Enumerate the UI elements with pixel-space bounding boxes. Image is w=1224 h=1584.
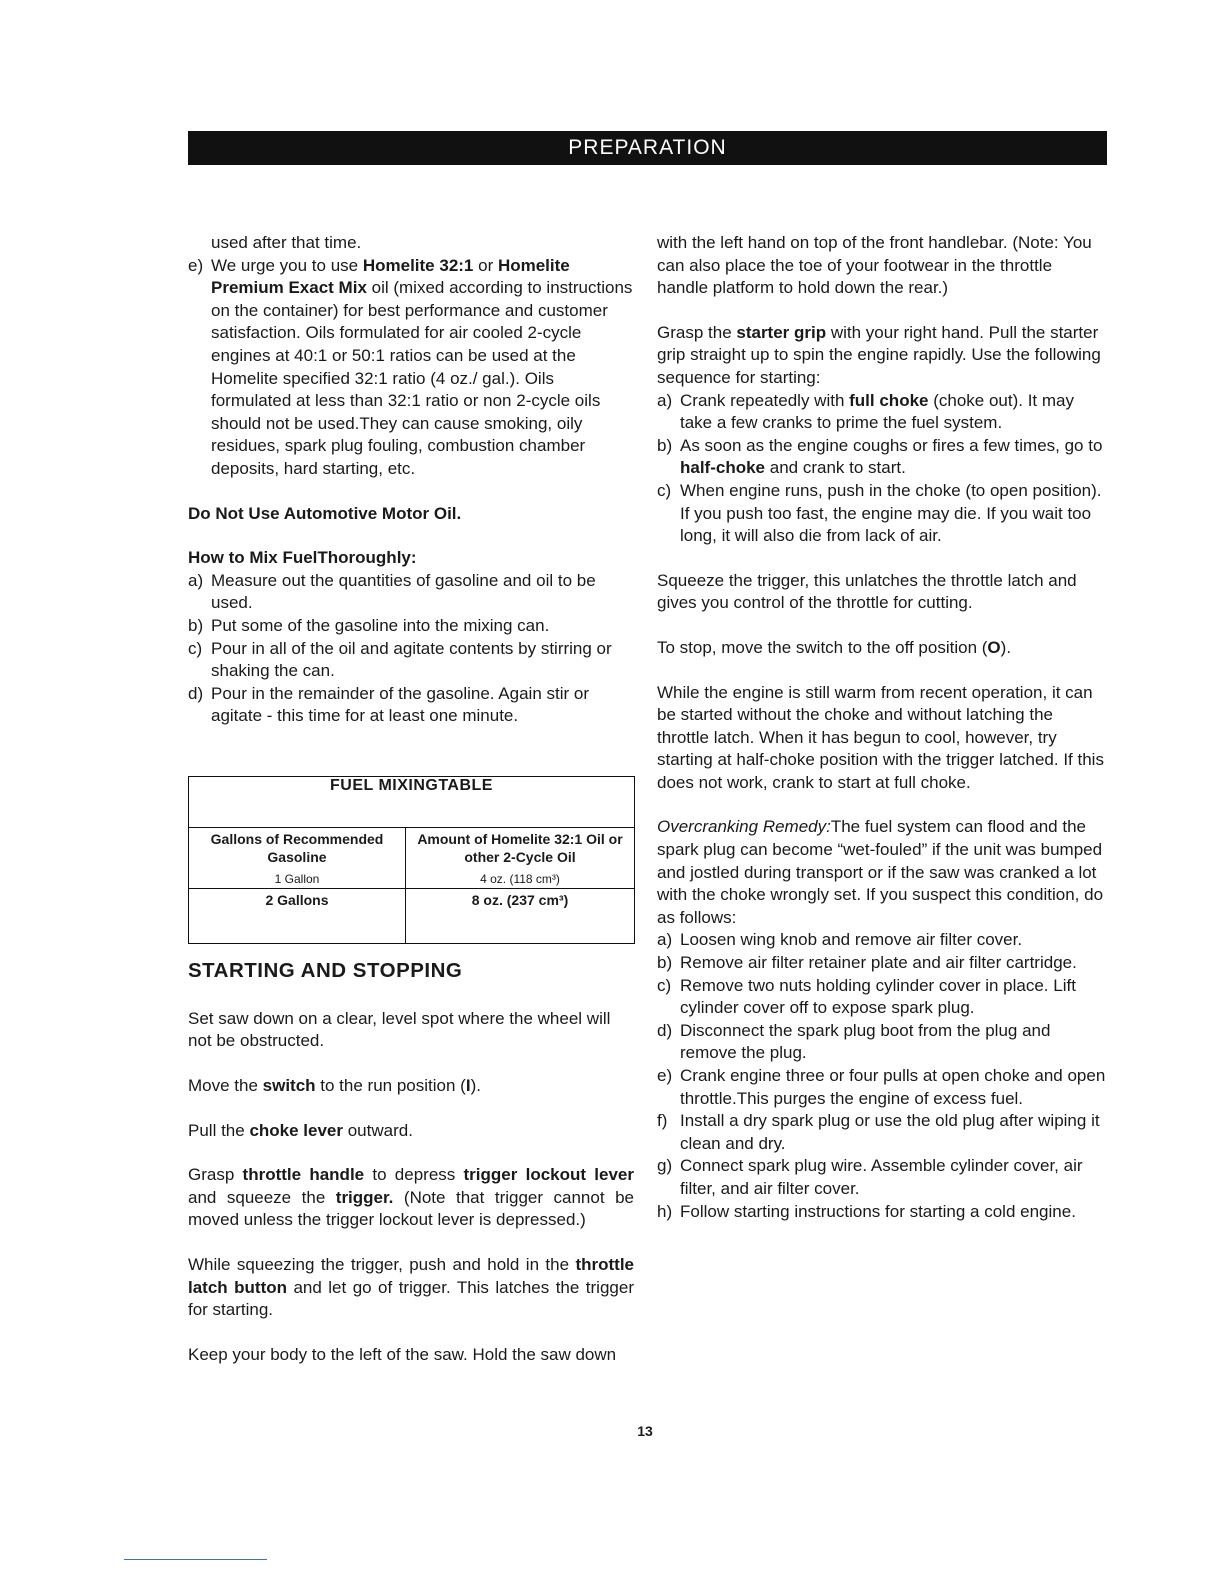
- list-item: [657, 435, 1107, 480]
- list-item: [657, 952, 1107, 975]
- list-item: [657, 1020, 1107, 1065]
- table-header-gallons: Gallons of Recommended Gasoline: [189, 827, 406, 870]
- table-cell: 1 Gallon: [274, 871, 320, 886]
- list-item: [188, 638, 634, 683]
- footer-rule: [124, 1559, 267, 1560]
- overcranking-remedy-steps: [657, 929, 1107, 1223]
- paragraph-continued: used after that time.: [211, 233, 362, 252]
- page-number: 13: [637, 1423, 653, 1439]
- paragraph: Overcranking Remedy:The fuel system can flood and the spark plug can become “wet-fouled” if the unit was bumped and jostled during transport or if the saw was cranked a lot with the choke wrongly set. If you suspect this condition, do as follows:: [657, 817, 1104, 927]
- starting-heading: STARTING AND STOPPING: [188, 958, 463, 982]
- list-text: Pour in all of the oil and agitate contents by stirring or shaking the can.: [211, 638, 612, 681]
- fuel-mixing-table-wrap: [188, 776, 634, 944]
- list-text: Remove two nuts holding cylinder cover in place. Lift cylinder cover off to expose spark plug.: [680, 975, 1076, 1018]
- list-item: [188, 615, 634, 638]
- list-text: Remove air filter retainer plate and air filter cartridge.: [680, 953, 1077, 973]
- paragraph: Move the switch to the run position (I).: [188, 1076, 481, 1096]
- list-label: d): [657, 1020, 673, 1040]
- list-item: [188, 570, 634, 615]
- list-label: h): [657, 1201, 673, 1221]
- list-item: [657, 480, 1107, 548]
- list-item: [657, 975, 1107, 1020]
- paragraph: with the left hand on top of the front handlebar. (Note: You can also place the toe of your footwear in the throttle handle platform to hold down the rear.): [657, 233, 1092, 298]
- list-text: Put some of the gasoline into the mixing can.: [211, 615, 550, 635]
- starting-sequence: [657, 390, 1107, 548]
- table-header-amount: Amount of Homelite 32:1 Oil or other 2-Cycle Oil: [406, 827, 635, 870]
- list-text: Install a dry spark plug or use the old plug after wiping it clean and dry.: [680, 1111, 1100, 1153]
- paragraph: While squeezing the trigger, push and hold in the throttle latch button and let go of trigger. This latches the trigger for starting.: [188, 1255, 634, 1320]
- oil-warning: Do Not Use Automotive Motor Oil.: [188, 503, 462, 523]
- paragraph: Pull the choke lever outward.: [188, 1120, 413, 1140]
- list-text: Loosen wing knob and remove air filter cover.: [680, 930, 1023, 950]
- list-text: As soon as the engine coughs or fires a few times, go to half-choke and crank to start.: [680, 435, 1103, 478]
- list-label: a): [657, 390, 673, 410]
- list-item: [657, 1201, 1107, 1224]
- list-label: c): [657, 480, 672, 500]
- paragraph: To stop, move the switch to the off position (O).: [657, 637, 1012, 657]
- paragraph: Squeeze the trigger, this unlatches the throttle latch and gives you control of the throttle for cutting.: [657, 570, 1077, 613]
- list-item: [657, 1110, 1107, 1155]
- list-label: c): [188, 638, 203, 658]
- list-text: Pour in the remainder of the gasoline. Again stir or agitate - this time for at least one minute.: [211, 683, 589, 726]
- table-cell: 8 oz. (237 cm³): [406, 888, 635, 943]
- list-label: b): [188, 615, 204, 635]
- list-item: [188, 683, 634, 728]
- table-cell: 2 Gallons: [189, 888, 406, 943]
- list-text: Measure out the quantities of gasoline and oil to be used.: [211, 570, 596, 613]
- list-label: b): [657, 953, 673, 973]
- list-label: d): [188, 683, 204, 703]
- section-header: [188, 131, 1107, 165]
- right-column: [657, 232, 1107, 1223]
- table-cell: 4 oz. (118 cm³): [406, 870, 635, 889]
- paragraph: Set saw down on a clear, level spot where the wheel will not be obstructed.: [188, 1008, 611, 1051]
- section-title: PREPARATION: [568, 136, 727, 159]
- paragraph: Keep your body to the left of the saw. Hold the saw down: [188, 1344, 617, 1364]
- list-text: When engine runs, push in the choke (to open position). If you push too fast, the engine may die. If you wait too long, it will also die from lack of air.: [680, 480, 1102, 546]
- list-label: c): [657, 975, 672, 995]
- mix-heading: How to Mix FuelThoroughly:: [188, 548, 417, 568]
- list-text: Follow starting instructions for starting a cold engine.: [680, 1201, 1076, 1221]
- list-label: e): [657, 1066, 673, 1085]
- list-label: a): [657, 930, 673, 950]
- left-column: [188, 232, 634, 1366]
- table-title: FUEL MIXINGTABLE: [330, 776, 493, 794]
- list-label: g): [657, 1156, 673, 1176]
- list-text: Crank repeatedly with full choke (choke out). It may take a few cranks to prime the fuel system.: [680, 390, 1074, 433]
- list-label: f): [657, 1111, 668, 1131]
- paragraph: Grasp throttle handle to depress trigger lockout lever and squeeze the trigger. (Note that trigger cannot be moved unless the trigger lockout lever is depressed.): [188, 1165, 634, 1230]
- oil-recommendation-text: We urge you to use Homelite 32:1 or Homelite Premium Exact Mix oil (mixed according to instructions on the container) for best performance and customer satisfaction. Oils formulated for air cooled 2-cycle engines at 40:1 or 50:1 ratios can be used at the Homelite specified 32:1 ratio (4 oz./ gal.). Oils formulated at less than 32:1 ratio or non 2-cycle oils should not be used.They can cause smoking, oily residues, spark plug fouling, combustion chamber deposits, hard starting, etc.: [211, 255, 633, 478]
- paragraph: Grasp the starter grip with your right hand. Pull the starter grip straight up to spin the engine rapidly. Use the following sequence for starting:: [657, 322, 1101, 387]
- mix-steps: [188, 570, 634, 728]
- fuel-mixing-table: [188, 776, 635, 944]
- list-label: b): [657, 435, 673, 455]
- list-item: [657, 390, 1107, 435]
- list-text: Disconnect the spark plug boot from the plug and remove the plug.: [680, 1020, 1051, 1063]
- list-text: Crank engine three or four pulls at open choke and open throttle.This purges the engine of excess fuel.: [680, 1066, 1106, 1108]
- list-item: [657, 929, 1107, 952]
- paragraph: While the engine is still warm from recent operation, it can be started without the choke and without latching the throttle latch. When it has begun to cool, however, try starting at half-choke position with the trigger latched. If this does not work, crank to start at full choke.: [657, 682, 1104, 792]
- oil-recommendation: [188, 255, 634, 481]
- list-item: [657, 1155, 1107, 1200]
- list-item: [657, 1065, 1107, 1110]
- list-text: Connect spark plug wire. Assemble cylinder cover, air filter, and air filter cover.: [680, 1156, 1083, 1198]
- list-item: e) We urge you to use Homelite 32:1 or Homelite Premium Exact Mix oil (mixed according to instructions on the container) for best performance and customer satisfaction. Oils formulated for air cooled 2-cycle engines at 40:1 or 50:1 ratios can be used at the Homelite specified 32:1 ratio (4 oz./ gal.). Oils formulated at less than 32:1 ratio or non 2-cycle oils should not be used.They can cause smoking, oily residues, spark plug fouling, combustion chamber deposits, hard starting, etc.: [188, 255, 633, 478]
- list-label: a): [188, 570, 204, 590]
